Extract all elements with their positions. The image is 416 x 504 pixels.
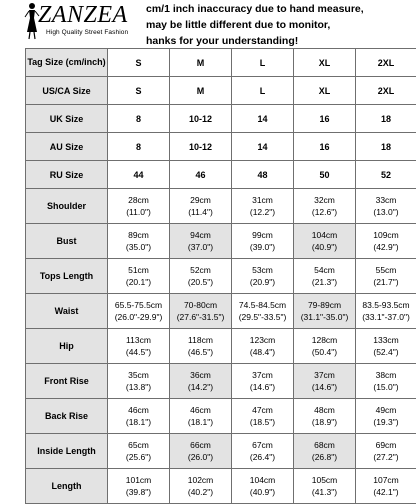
measurement-cell (232, 294, 294, 329)
size-chart-body (26, 49, 416, 504)
measurement-cell (356, 259, 416, 294)
measurement-cell (232, 259, 294, 294)
measurement-cell (170, 469, 232, 504)
row-label: Back Rise (26, 399, 108, 434)
size-header-row (26, 77, 416, 105)
measurement-cell (108, 364, 170, 399)
size-cell: 8 (108, 133, 170, 161)
measurement-cell (232, 224, 294, 259)
measurement-row (26, 469, 416, 504)
cm-value: 133cm (356, 334, 416, 346)
measurement-cell (108, 399, 170, 434)
inch-value: (18.5") (232, 416, 293, 428)
cm-value: 54cm (294, 264, 355, 276)
cm-value: 99cm (232, 229, 293, 241)
row-label: Tag Size (cm/inch) (26, 49, 108, 77)
cm-value: 46cm (170, 404, 231, 416)
cm-value: 49cm (356, 404, 416, 416)
cm-value: 70-80cm (170, 299, 231, 311)
cm-value: 66cm (170, 439, 231, 451)
row-label: RU Size (26, 161, 108, 189)
size-cell: S (108, 49, 170, 77)
cm-value: 123cm (232, 334, 293, 346)
size-cell: L (232, 49, 294, 77)
size-cell: M (170, 77, 232, 105)
cm-value: 51cm (108, 264, 169, 276)
measurement-row (26, 259, 416, 294)
cm-value: 101cm (108, 474, 169, 486)
inch-value: (11.0") (108, 206, 169, 218)
inch-value: (19.3") (356, 416, 416, 428)
cm-value: 65.5-75.5cm (108, 299, 169, 311)
note-line: cm/1 inch inaccuracy due to hand measure, (146, 1, 414, 17)
measurement-cell (294, 294, 356, 329)
measurement-notes (146, 1, 414, 49)
cm-value: 69cm (356, 439, 416, 451)
inch-value: (40.9") (232, 486, 293, 498)
measurement-cell (294, 259, 356, 294)
measurement-cell (294, 224, 356, 259)
cm-value: 105cm (294, 474, 355, 486)
cm-value: 118cm (170, 334, 231, 346)
inch-value: (29.5"-33.5") (232, 311, 293, 323)
cm-value: 67cm (232, 439, 293, 451)
measurement-cell (108, 434, 170, 469)
row-label: Bust (26, 224, 108, 259)
inch-value: (25.6") (108, 451, 169, 463)
page-header (0, 0, 416, 48)
cm-value: 79-89cm (294, 299, 355, 311)
measurement-row (26, 364, 416, 399)
inch-value: (33.1"-37.0") (356, 311, 416, 323)
cm-value: 32cm (294, 194, 355, 206)
cm-value: 55cm (356, 264, 416, 276)
size-header-row (26, 161, 416, 189)
measurement-row (26, 224, 416, 259)
brand-name: ZANZEA (38, 2, 128, 29)
inch-value: (13.0") (356, 206, 416, 218)
measurement-cell (294, 329, 356, 364)
row-label: Front Rise (26, 364, 108, 399)
measurement-row (26, 399, 416, 434)
inch-value: (18.9") (294, 416, 355, 428)
measurement-cell (356, 329, 416, 364)
brand-logo (24, 2, 142, 42)
size-cell: 16 (294, 105, 356, 133)
cm-value: 36cm (170, 369, 231, 381)
measurement-cell (294, 399, 356, 434)
measurement-cell (232, 399, 294, 434)
measurement-row (26, 329, 416, 364)
size-cell: 50 (294, 161, 356, 189)
inch-value: (18.1") (108, 416, 169, 428)
cm-value: 28cm (108, 194, 169, 206)
measurement-cell (170, 189, 232, 224)
inch-value: (13.8") (108, 381, 169, 393)
size-cell: XL (294, 49, 356, 77)
size-header-row (26, 133, 416, 161)
inch-value: (42.1") (356, 486, 416, 498)
cm-value: 31cm (232, 194, 293, 206)
measurement-cell (294, 469, 356, 504)
measurement-cell (108, 224, 170, 259)
inch-value: (35.0") (108, 241, 169, 253)
measurement-cell (356, 224, 416, 259)
cm-value: 37cm (294, 369, 355, 381)
inch-value: (20.1") (108, 276, 169, 288)
cm-value: 35cm (108, 369, 169, 381)
measurement-cell (232, 469, 294, 504)
size-cell: 16 (294, 133, 356, 161)
inch-value: (40.2") (170, 486, 231, 498)
measurement-cell (108, 469, 170, 504)
inch-value: (14.6") (232, 381, 293, 393)
measurement-cell (232, 434, 294, 469)
cm-value: 102cm (170, 474, 231, 486)
measurement-cell (170, 259, 232, 294)
size-cell: 46 (170, 161, 232, 189)
inch-value: (21.3") (294, 276, 355, 288)
inch-value: (26.0") (170, 451, 231, 463)
row-label: Hip (26, 329, 108, 364)
size-cell: 14 (232, 133, 294, 161)
measurement-cell (170, 329, 232, 364)
measurement-cell (170, 294, 232, 329)
size-cell: S (108, 77, 170, 105)
cm-value: 46cm (108, 404, 169, 416)
inch-value: (20.9") (232, 276, 293, 288)
cm-value: 37cm (232, 369, 293, 381)
inch-value: (44.5") (108, 346, 169, 358)
size-cell: 48 (232, 161, 294, 189)
size-cell: 18 (356, 105, 416, 133)
cm-value: 53cm (232, 264, 293, 276)
size-cell: 2XL (356, 77, 416, 105)
inch-value: (18.1") (170, 416, 231, 428)
measurement-cell (356, 434, 416, 469)
row-label: Waist (26, 294, 108, 329)
size-header-row (26, 49, 416, 77)
size-cell: 10-12 (170, 105, 232, 133)
cm-value: 52cm (170, 264, 231, 276)
cm-value: 89cm (108, 229, 169, 241)
measurement-cell (356, 364, 416, 399)
size-cell: 10-12 (170, 133, 232, 161)
measurement-cell (170, 434, 232, 469)
measurement-cell (108, 259, 170, 294)
row-label: AU Size (26, 133, 108, 161)
measurement-cell (232, 189, 294, 224)
size-cell: L (232, 77, 294, 105)
row-label: US/CA Size (26, 77, 108, 105)
cm-value: 83.5-93.5cm (356, 299, 416, 311)
size-cell: 44 (108, 161, 170, 189)
cm-value: 107cm (356, 474, 416, 486)
inch-value: (26.4") (232, 451, 293, 463)
measurement-cell (294, 364, 356, 399)
row-label: Inside Length (26, 434, 108, 469)
inch-value: (11.4") (170, 206, 231, 218)
note-line: may be little different due to monitor, (146, 17, 414, 33)
cm-value: 33cm (356, 194, 416, 206)
measurement-cell (232, 329, 294, 364)
measurement-cell (108, 294, 170, 329)
inch-value: (42.9") (356, 241, 416, 253)
inch-value: (12.6") (294, 206, 355, 218)
inch-value: (15.0") (356, 381, 416, 393)
cm-value: 47cm (232, 404, 293, 416)
measurement-cell (170, 399, 232, 434)
inch-value: (20.5") (170, 276, 231, 288)
cm-value: 104cm (232, 474, 293, 486)
inch-value: (21.7") (356, 276, 416, 288)
inch-value: (48.4") (232, 346, 293, 358)
row-label: Tops Length (26, 259, 108, 294)
cm-value: 74.5-84.5cm (232, 299, 293, 311)
cm-value: 48cm (294, 404, 355, 416)
measurement-cell (356, 294, 416, 329)
cm-value: 29cm (170, 194, 231, 206)
size-cell: 2XL (356, 49, 416, 77)
inch-value: (14.2") (170, 381, 231, 393)
inch-value: (52.4") (356, 346, 416, 358)
cm-value: 38cm (356, 369, 416, 381)
inch-value: (12.2") (232, 206, 293, 218)
size-cell: XL (294, 77, 356, 105)
size-cell: M (170, 49, 232, 77)
inch-value: (27.6"-31.5") (170, 311, 231, 323)
measurement-row (26, 434, 416, 469)
inch-value: (39.0") (232, 241, 293, 253)
inch-value: (26.0"-29.9") (108, 311, 169, 323)
measurement-cell (294, 434, 356, 469)
inch-value: (31.1"-35.0") (294, 311, 355, 323)
row-label: Length (26, 469, 108, 504)
brand-tagline: High Quality Street Fashion (46, 29, 128, 36)
measurement-cell (356, 189, 416, 224)
measurement-cell (294, 189, 356, 224)
cm-value: 94cm (170, 229, 231, 241)
measurement-cell (170, 224, 232, 259)
size-cell: 18 (356, 133, 416, 161)
inch-value: (27.2") (356, 451, 416, 463)
cm-value: 128cm (294, 334, 355, 346)
inch-value: (26.8") (294, 451, 355, 463)
inch-value: (39.8") (108, 486, 169, 498)
cm-value: 65cm (108, 439, 169, 451)
measurement-cell (232, 364, 294, 399)
inch-value: (14.6") (294, 381, 355, 393)
measurement-cell (356, 399, 416, 434)
size-cell: 52 (356, 161, 416, 189)
measurement-cell (108, 329, 170, 364)
size-cell: 14 (232, 105, 294, 133)
inch-value: (50.4") (294, 346, 355, 358)
size-cell: 8 (108, 105, 170, 133)
measurement-row (26, 189, 416, 224)
note-line: hanks for your understanding! (146, 33, 414, 49)
cm-value: 109cm (356, 229, 416, 241)
cm-value: 68cm (294, 439, 355, 451)
inch-value: (46.5") (170, 346, 231, 358)
row-label: Shoulder (26, 189, 108, 224)
size-header-row (26, 105, 416, 133)
row-label: UK Size (26, 105, 108, 133)
measurement-cell (108, 189, 170, 224)
inch-value: (37.0") (170, 241, 231, 253)
inch-value: (41.3") (294, 486, 355, 498)
size-chart-table (25, 48, 416, 504)
cm-value: 113cm (108, 334, 169, 346)
measurement-row (26, 294, 416, 329)
measurement-cell (356, 469, 416, 504)
cm-value: 104cm (294, 229, 355, 241)
inch-value: (40.9") (294, 241, 355, 253)
measurement-cell (170, 364, 232, 399)
